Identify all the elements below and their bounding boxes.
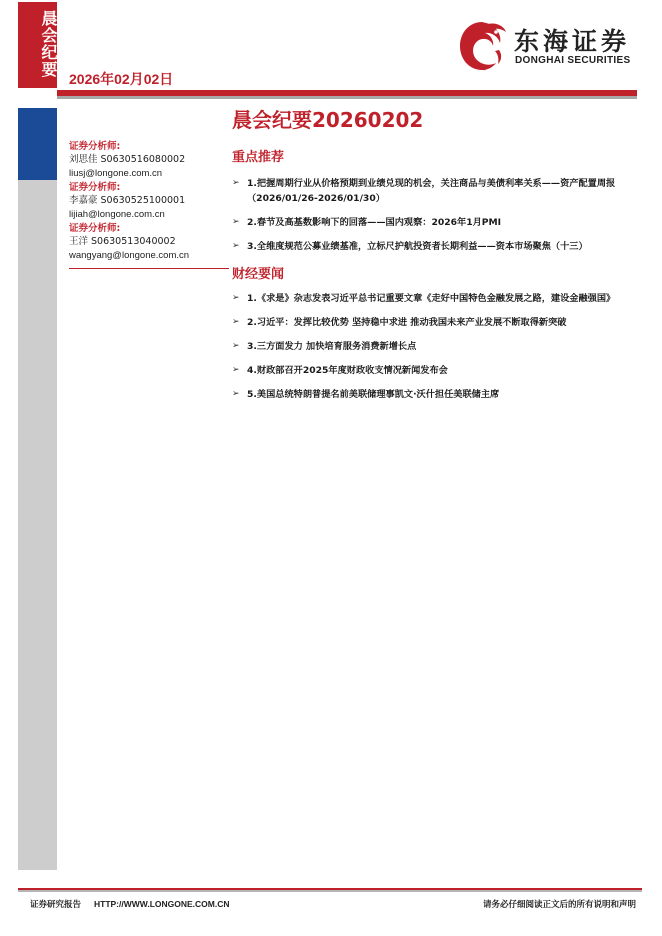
analyst-name: 李嘉豪 S0630525100001: [69, 195, 186, 206]
list-item[interactable]: [232, 215, 642, 230]
dragon-logo-icon: [452, 16, 512, 76]
logo-english-name: DONGHAI SECURITIES: [515, 55, 631, 66]
list-item[interactable]: [232, 315, 642, 330]
analyst-email[interactable]: liusj@longone.com.cn: [69, 168, 163, 179]
analyst-entry: [69, 140, 229, 181]
list-item[interactable]: [232, 291, 642, 306]
analyst-email[interactable]: lijiah@longone.com.cn: [69, 209, 165, 220]
arrow-bullet-icon: ➢: [232, 293, 240, 303]
list-item-text: 2.春节及高基数影响下的回落——国内观察：2026年1月PMI: [247, 217, 502, 228]
arrow-bullet-icon: ➢: [232, 317, 240, 327]
footer-report-label: 证券研究报告: [30, 900, 82, 910]
footer-left: [30, 898, 230, 910]
report-type-label: 晨会纪要: [39, 10, 58, 78]
list-item[interactable]: [232, 387, 642, 402]
footer-disclaimer: 请务必仔细阅读正文后的所有说明和声明: [482, 900, 636, 910]
sidebar-gray-strip: [18, 180, 57, 870]
header-divider-gray: [57, 96, 637, 99]
analyst-email[interactable]: wangyang@longone.com.cn: [69, 250, 190, 261]
arrow-bullet-icon: ➢: [232, 217, 240, 227]
arrow-bullet-icon: ➢: [232, 365, 240, 375]
section-title-key-recommendations: 重点推荐: [232, 150, 285, 165]
footer-divider-gray: [18, 890, 642, 892]
list-item-text: 1.《求是》杂志发表习近平总书记重要文章《走好中国特色金融发展之路，建设金融强国》: [247, 293, 616, 304]
list-item-text: 1.把握周期行业从价格预期到业绩兑现的机会，关注商品与美债利率关系——资产配置周报（2026/01/26-2026/01/30）: [247, 178, 616, 204]
logo-chinese-name: 东海证券: [514, 27, 631, 56]
list-item-text: 2.习近平：发挥比较优势 坚持稳中求进 推动我国未来产业发展不断取得新突破: [247, 317, 567, 328]
sidebar-blue-block: [18, 108, 57, 180]
list-item[interactable]: [232, 239, 642, 254]
arrow-bullet-icon: ➢: [232, 178, 240, 188]
list-item-text: 4.财政部召开2025年度财政收支情况新闻发布会: [247, 365, 448, 376]
arrow-bullet-icon: ➢: [232, 341, 240, 351]
company-logo: [452, 16, 642, 76]
analyst-label: 证券分析师:: [69, 223, 121, 234]
report-date: 2026年02月02日: [69, 71, 174, 87]
analyst-label: 证券分析师:: [69, 182, 121, 193]
list-item-text: 5.美国总统特朗普提名前美联储理事凯文·沃什担任美联储主席: [247, 389, 500, 400]
list-item-text: 3.全维度规范公募业绩基准，立标尺护航投资者长期利益——资本市场聚焦（十三）: [247, 241, 588, 252]
analyst-entry: [69, 222, 229, 263]
key-recommendations-list: [232, 176, 642, 254]
report-type-tab: [18, 2, 57, 88]
arrow-bullet-icon: ➢: [232, 241, 240, 251]
list-item[interactable]: [232, 339, 642, 354]
financial-news-list: [232, 291, 642, 402]
list-item-text: 3.三方面发力 加快培育服务消费新增长点: [247, 341, 417, 352]
list-item[interactable]: [232, 176, 642, 206]
analyst-name: 刘思佳 S0630516080002: [69, 154, 186, 165]
arrow-bullet-icon: ➢: [232, 389, 240, 399]
analyst-label: 证券分析师:: [69, 141, 121, 152]
analyst-divider: [69, 268, 229, 269]
list-item[interactable]: [232, 363, 642, 378]
footer-url-link[interactable]: HTTP://WWW.LONGONE.COM.CN: [93, 899, 230, 909]
page-title: 晨会纪要20260202: [232, 108, 424, 132]
section-title-financial-news: 财经要闻: [232, 267, 285, 282]
analyst-list: [69, 140, 229, 263]
analyst-entry: [69, 181, 229, 222]
analyst-name: 王洋 S0630513040002: [69, 236, 176, 247]
